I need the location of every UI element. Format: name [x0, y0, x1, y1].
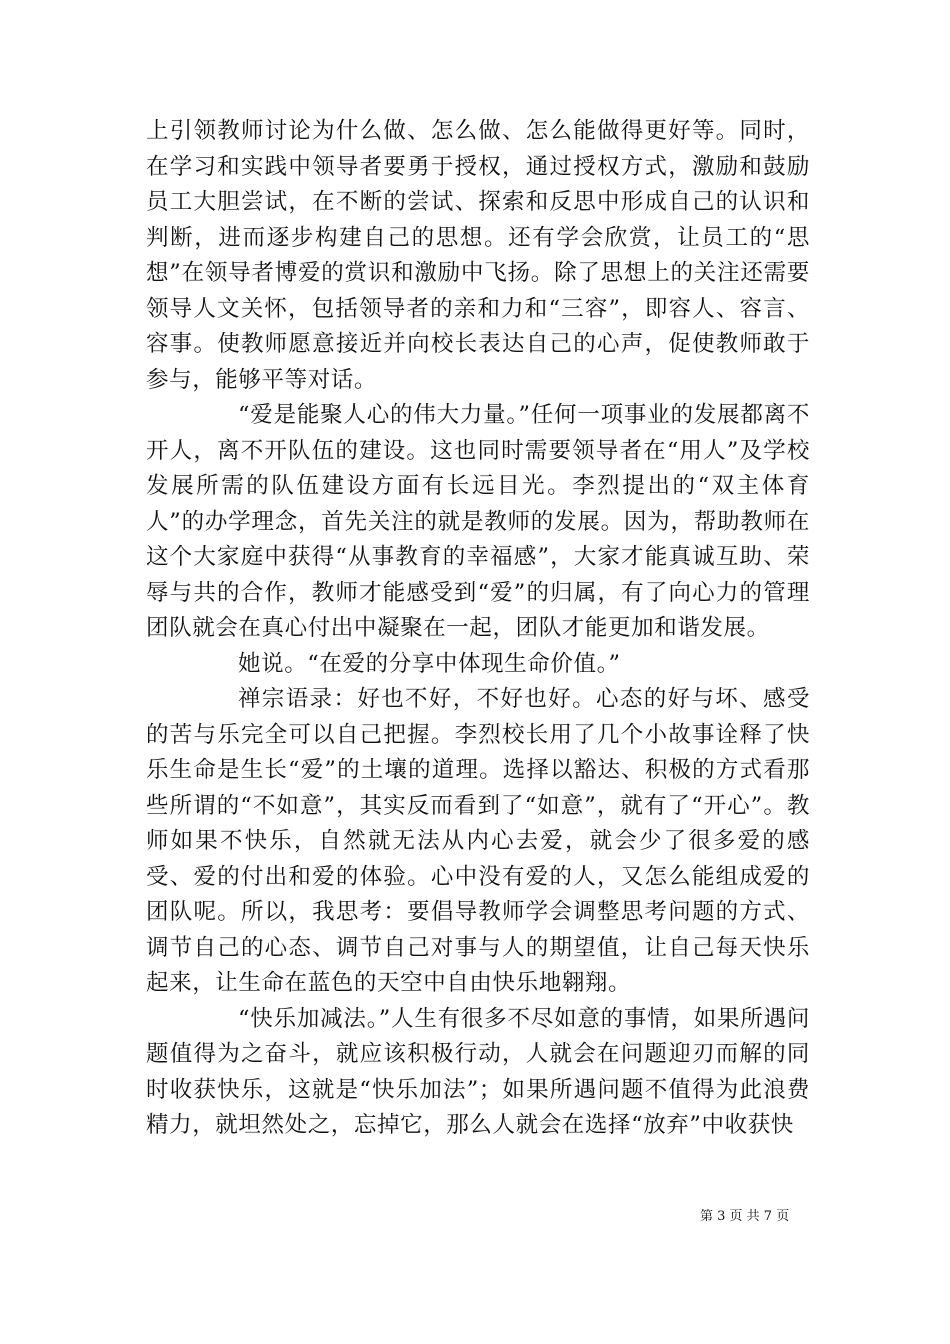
paragraph-1: 上引领教师讨论为什么做、怎么做、怎么能做得更好等。同时，在学习和实践中领导者要勇于授权，通过授权方式，激励和鼓励员工大胆尝试，在不断的尝试、探索和反思中形成自己的认识和判断，进而逐步构建自己的思想。还有学会欣赏，让员工的“思想”在领导者博爱的赏识和激励中飞扬。除了思想上的关注还需要领导人文关怀，包括领导者的亲和力和“三容”，即容人、容言、容事。使教师愿意接近并向校长表达自己的心声，促使教师敢于参与，能够平等对话。	[146, 118, 810, 393]
body-text	[146, 114, 810, 1144]
paragraph-3: 她说。“在爱的分享中体现生命价值。”	[238, 650, 621, 677]
page-number-footer: 第 3 页 共 7 页	[700, 1209, 790, 1224]
paragraph-4: 禅宗语录：好也不好，不好也好。心态的好与坏、感受的苦与乐完全可以自己把握。李烈校长用了几个小故事诠释了快乐生命是生长“爱”的土壤的道理。选择以豁达、积极的方式看那些所谓的“不如意”，其实反而看到了“如意”，就有了“开心”。教师如果不快乐，自然就无法从内心去爱，就会少了很多爱的感受、爱的付出和爱的体验。心中没有爱的人，又怎么能组成爱的团队呢。所以，我思考：要倡导教师学会调整思考问题的方式、调节自己的心态、调节自己对事与人的期望值，让自己每天快乐起来，让生命在蓝色的天空中自由快乐地翱翔。	[146, 686, 810, 996]
paragraph-2: “爱是能聚人心的伟大力量。”任何一项事业的发展都离不开人，离不开队伍的建设。这也同时需要领导者在“用人”及学校发展所需的队伍建设方面有长远目光。李烈提出的“双主体育人”的办学理念，首先关注的就是教师的发展。因为，帮助教师在这个大家庭中获得“从事教育的幸福感”，大家才能真诚互助、荣辱与共的合作，教师才能感受到“爱”的归属，有了向心力的管理团队就会在真心付出中凝聚在一起，团队才能更加和谐发展。	[146, 402, 810, 641]
paragraph-5: “快乐加减法。”人生有很多不尽如意的事情，如果所遇问题值得为之奋斗，就应该积极行动，人就会在问题迎刃而解的同时收获快乐，这就是“快乐加法”；如果所遇问题不值得为此浪费精力，就坦然处之，忘掉它，那么人就会在选择“放弃”中收获快	[146, 1005, 810, 1138]
